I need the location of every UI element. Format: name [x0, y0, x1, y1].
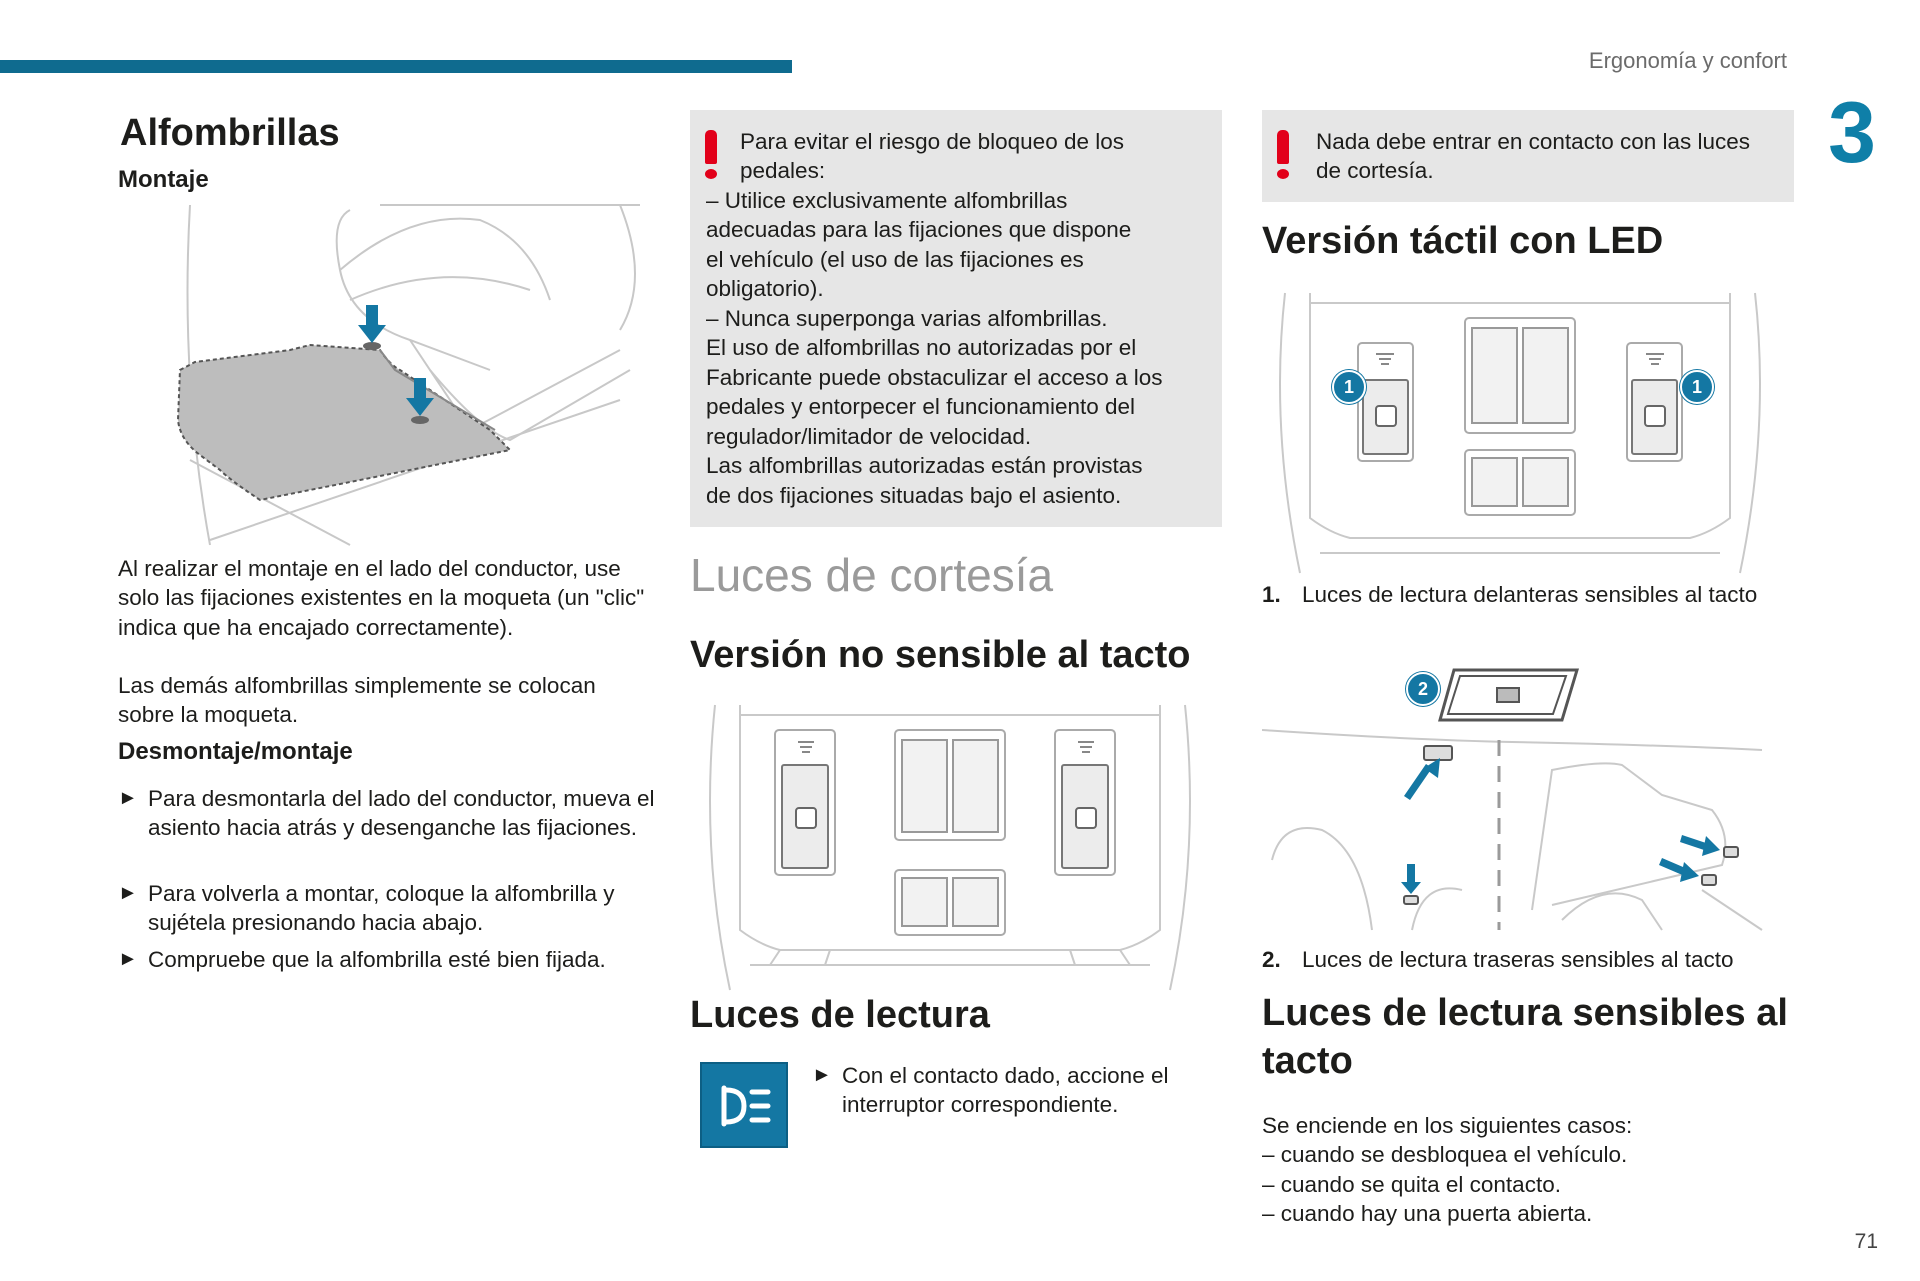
warning-line: – Utilice exclusivamente alfombrillas	[706, 188, 1068, 213]
list-item: – cuando se desbloquea el vehículo.	[1262, 1142, 1628, 1167]
bullet-arrow-icon: ►	[118, 882, 138, 904]
pedal-warning-box	[690, 110, 1222, 527]
non-touch-console-illustration	[700, 700, 1200, 1000]
list-item	[812, 1061, 1212, 1120]
list-item-text: Luces de lectura delanteras sensibles al tacto	[1302, 582, 1758, 607]
version-no-sensible-title: Versión no sensible al tacto	[690, 634, 1191, 676]
warning-exclamation-icon	[704, 130, 718, 179]
led-console-illustration	[1270, 288, 1770, 578]
warning-line: el vehículo (el uso de las fijaciones es	[706, 247, 1084, 272]
list-item-text: Para desmontarla del lado del conductor, mueva el asiento hacia atrás y desenganche las fijaciones.	[148, 786, 655, 841]
list-item	[1262, 945, 1794, 974]
warning-text: Nada debe entrar en contacto con las luces de cortesía.	[1316, 129, 1751, 184]
warning-line: adecuadas para las fijaciones que dispone	[706, 217, 1132, 242]
item-number: 2.	[1262, 947, 1281, 972]
alfombrillas-title: Alfombrillas	[120, 112, 340, 154]
warning-line: El uso de alfombrillas no autorizadas por el	[706, 335, 1137, 360]
luces-cortesia-title: Luces de cortesía	[690, 549, 1054, 601]
bullet-arrow-icon: ►	[118, 787, 138, 809]
cases-intro: Se enciende en los siguientes casos:	[1262, 1113, 1633, 1138]
item-number: 1.	[1262, 582, 1281, 607]
header-accent-bar	[0, 60, 792, 73]
list-item: – cuando hay una puerta abierta.	[1262, 1201, 1593, 1226]
list-item-text: Para volverla a montar, coloque la alfombrilla y sujétela presionando hacia abajo.	[148, 881, 615, 936]
section-label: Ergonomía y confort	[1588, 48, 1787, 73]
montaje-subtitle: Montaje	[118, 166, 209, 193]
warning-line: pedales y entorpecer el funcionamiento del	[706, 394, 1136, 419]
warning-line: regulador/limitador de velocidad.	[706, 424, 1032, 449]
list-item	[118, 879, 658, 938]
list-item-text: Luces de lectura traseras sensibles al tacto	[1302, 947, 1734, 972]
warning-line: Para evitar el riesgo de bloqueo de los	[740, 129, 1124, 154]
montaje-paragraph-2: Las demás alfombrillas simplemente se colocan sobre la moqueta.	[118, 673, 596, 728]
luces-lectura-sensibles-title: Luces de lectura sensibles al tacto	[1262, 992, 1788, 1082]
warning-line: de dos fijaciones situadas bajo el asiento.	[706, 483, 1122, 508]
warning-line: Las alfombrillas autorizadas están provistas	[706, 453, 1143, 478]
callout-1: 1	[1680, 370, 1714, 404]
warning-line: obligatorio).	[706, 276, 824, 301]
montaje-paragraph-1: Al realizar el montaje en el lado del conductor, use solo las fijaciones existentes en la moqueta (un "clic" indica que ha encajado correctamente).	[118, 556, 645, 640]
list-item-text: Con el contacto dado, accione el interruptor correspondiente.	[842, 1063, 1169, 1118]
version-tactil-led-title: Versión táctil con LED	[1262, 220, 1664, 262]
desmontaje-subtitle: Desmontaje/montaje	[118, 738, 353, 765]
warning-line: – Nunca superponga varias alfombrillas.	[706, 306, 1108, 331]
list-item: – cuando se quita el contacto.	[1262, 1172, 1561, 1197]
list-item	[1262, 580, 1794, 609]
list-item-text: Compruebe que la alfombrilla esté bien fijada.	[148, 947, 606, 972]
floor-mat-illustration	[150, 200, 650, 550]
luces-lectura-title: Luces de lectura	[690, 994, 990, 1036]
bullet-arrow-icon: ►	[118, 948, 138, 970]
list-item	[118, 784, 658, 843]
rear-lights-illustration	[1262, 660, 1772, 940]
chapter-number: 3	[1828, 85, 1876, 181]
page-number: 71	[1854, 1230, 1878, 1253]
callout-2: 2	[1406, 672, 1440, 706]
courtesy-warning-box	[1262, 110, 1794, 202]
callout-1: 1	[1332, 370, 1366, 404]
reading-lamp-icon	[700, 1062, 788, 1148]
warning-line: Fabricante puede obstaculizar el acceso a los	[706, 365, 1163, 390]
warning-exclamation-icon	[1276, 130, 1290, 179]
bullet-arrow-icon: ►	[812, 1064, 832, 1086]
list-item	[118, 945, 658, 974]
warning-line: pedales:	[740, 158, 826, 183]
